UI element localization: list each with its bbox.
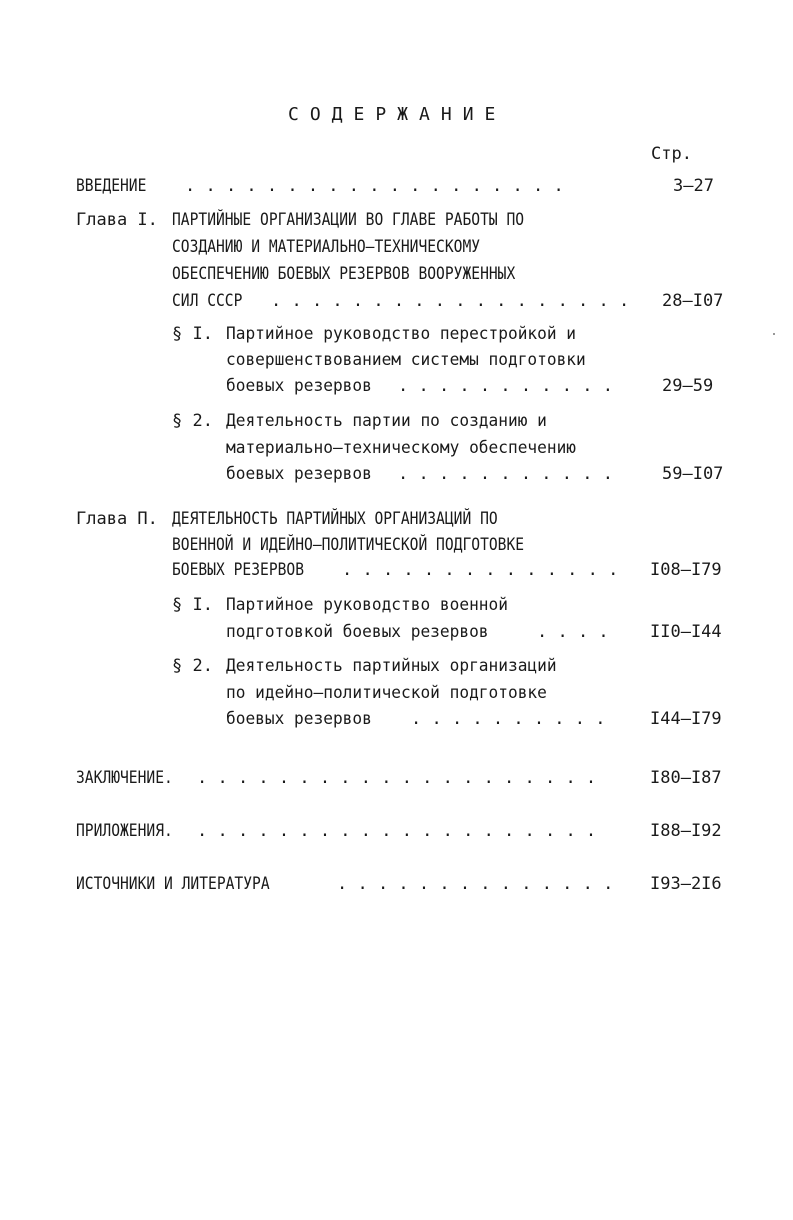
section-title-line: боевых резервов bbox=[226, 464, 372, 484]
page-column-header: Стр. bbox=[651, 144, 692, 164]
toc-entry-label: ЗАКЛЮЧЕНИЕ. bbox=[76, 768, 173, 788]
section-title-line: Деятельность партии по созданию и bbox=[226, 411, 547, 431]
page-range: I80–I87 bbox=[650, 768, 722, 788]
section-title-line: подготовкой боевых резервов bbox=[226, 622, 489, 642]
section-mark: § I. bbox=[172, 324, 213, 344]
section-title-line: Партийное руководство перестройкой и bbox=[226, 324, 577, 344]
toc-entry-label: ВВЕДЕНИЕ bbox=[76, 176, 147, 196]
dot-leader: . . . . . . . . . . . . . . . . . . . bbox=[185, 176, 564, 196]
page-range: I08–I79 bbox=[650, 560, 722, 580]
section-title-line: боевых резервов bbox=[226, 376, 372, 396]
dot-leader: . . . . . . . . . . . bbox=[398, 376, 613, 396]
section-title-line: Партийное руководство военной bbox=[226, 595, 508, 615]
section-mark: § I. bbox=[172, 595, 213, 615]
dot-leader: . . . . . . . . . . . bbox=[398, 464, 613, 484]
chapter-title-line: ДЕЯТЕЛЬНОСТЬ ПАРТИЙНЫХ ОРГАНИЗАЦИЙ ПО bbox=[172, 509, 498, 529]
page-range: I93–2I6 bbox=[650, 874, 722, 894]
page-range: 29–59 bbox=[662, 376, 714, 396]
section-title-line: материально–техническому обеспечению bbox=[226, 438, 577, 458]
dot-leader: . . . . . . . . . . . . . . . . . . . . bbox=[197, 821, 597, 841]
section-mark: § 2. bbox=[172, 656, 213, 676]
chapter-title-line: БОЕВЫХ РЕЗЕРВОВ bbox=[172, 560, 305, 580]
toc-entry-label: ПРИЛОЖЕНИЯ. bbox=[76, 821, 173, 841]
dot-leader: . . . . . . . . . . . . . . bbox=[337, 874, 614, 894]
toc-entry-label: ИСТОЧНИКИ И ЛИТЕРАТУРА bbox=[76, 874, 270, 894]
page-range: I88–I92 bbox=[650, 821, 722, 841]
section-title-line: по идейно–политической подготовке bbox=[226, 683, 547, 703]
chapter-title-line: СОЗДАНИЮ И МАТЕРИАЛЬНО–ТЕХНИЧЕСКОМУ bbox=[172, 237, 481, 257]
dot-leader: . . . . . . . . . . . . . . . . . . . . bbox=[197, 768, 597, 788]
page-range: I44–I79 bbox=[650, 709, 722, 729]
section-title-line: боевых резервов bbox=[226, 709, 372, 729]
page-range: II0–I44 bbox=[650, 622, 722, 642]
chapter-prefix: Глава I. bbox=[76, 210, 158, 230]
dot-leader: . . . . . . . . . . . . . . bbox=[342, 560, 619, 580]
page-range: 3–27 bbox=[673, 176, 714, 196]
section-title-line: Деятельность партийных организаций bbox=[226, 656, 557, 676]
scan-speck bbox=[773, 333, 775, 335]
page-range: 59–I07 bbox=[662, 464, 724, 484]
page-title: СОДЕРЖАНИЕ bbox=[288, 104, 507, 125]
chapter-title-line: СИЛ СССР bbox=[172, 291, 243, 311]
chapter-prefix: Глава П. bbox=[76, 509, 158, 529]
dot-leader: . . . . . . . . . . . . . . . . . . bbox=[271, 291, 630, 311]
chapter-title-line: ВОЕННОЙ И ИДЕЙНО–ПОЛИТИЧЕСКОЙ ПОДГОТОВКЕ bbox=[172, 535, 525, 555]
dot-leader: . . . . bbox=[537, 622, 609, 642]
dot-leader: . . . . . . . . . . bbox=[411, 709, 606, 729]
chapter-title-line: ОБЕСПЕЧЕНИЮ БОЕВЫХ РЕЗЕРВОВ ВООРУЖЕННЫХ bbox=[172, 264, 516, 284]
section-mark: § 2. bbox=[172, 411, 213, 431]
section-title-line: совершенствованием системы подготовки bbox=[226, 350, 586, 370]
chapter-title-line: ПАРТИЙНЫЕ ОРГАНИЗАЦИИ ВО ГЛАВЕ РАБОТЫ ПО bbox=[172, 210, 525, 230]
page-range: 28–I07 bbox=[662, 291, 724, 311]
